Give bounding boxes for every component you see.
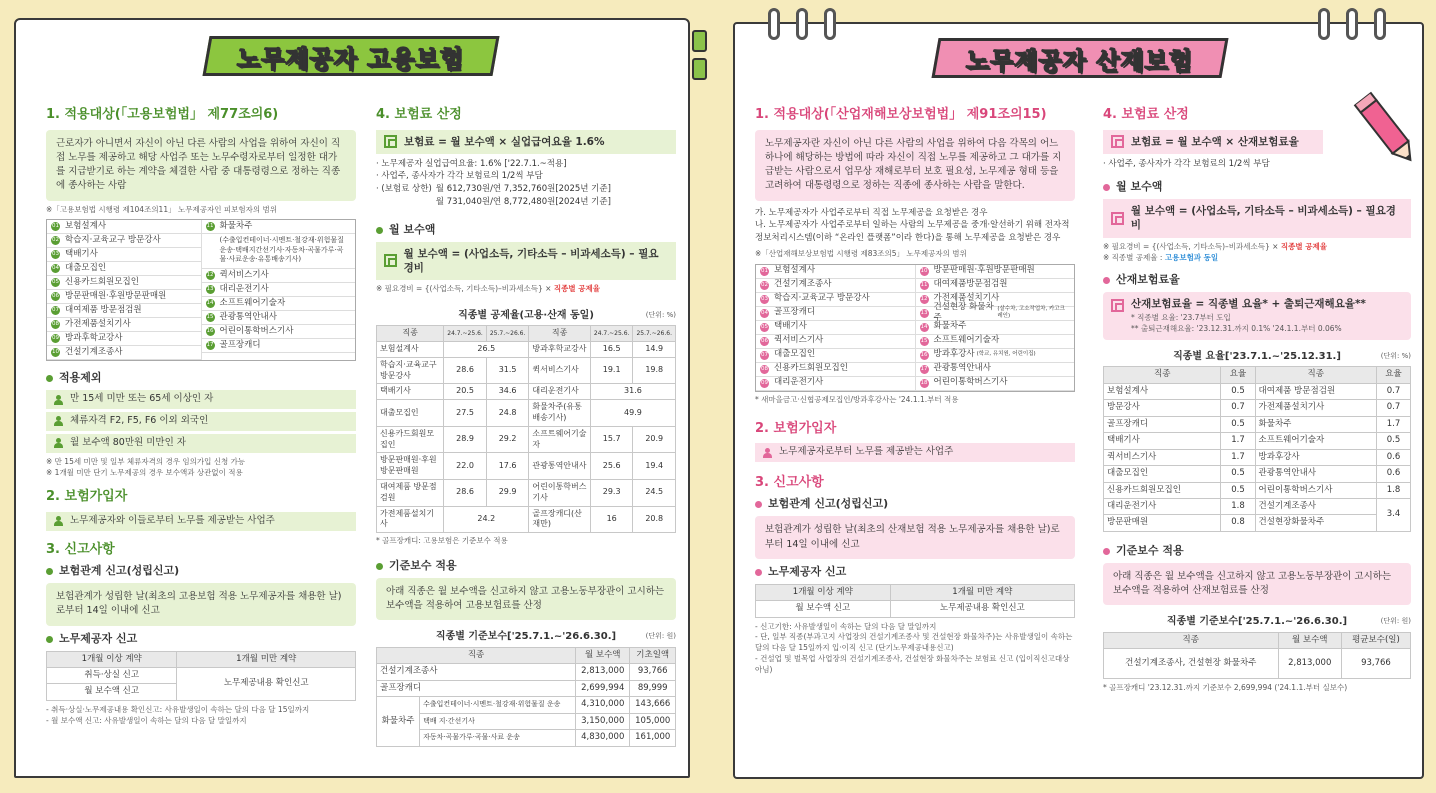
number-badge: 08 [52,321,59,328]
occupation-label: 대리운전기사 [774,377,824,388]
number-badge: 18 [920,379,928,386]
table-row: 보험설계사 26.5 방과후학교강사 16.5 14.9 [377,342,676,358]
occupation-item [756,377,915,391]
table-row: 신용카드회원모집인 28.9 29.2 소프트웨어기술자 15.7 20.9 [377,426,676,453]
bullet-icon [1103,277,1110,284]
note: - 월 보수액 신고: 사유발생일이 속하는 달의 다음 달 말일까지 [46,715,247,725]
occupation-label: 방과후강사 [933,349,975,360]
number-badge: 09 [761,379,768,386]
table-row: 택배기사 20.5 34.6 대리운전기사 31.6 [377,384,676,400]
note: - 취득·상실·노무제공내용 확인신고: 사유발생일이 속하는 달의 다음 달 15일까지 [46,704,310,714]
occupation-item [47,234,201,248]
number-badge: 15 [206,313,214,320]
binder-ring [824,8,836,40]
page-title: 노무제공자 고용보험 [202,36,499,76]
section-heading: 1. 적용대상(「고용보험법」 제77조의6) [46,107,279,122]
section-heading: 3. 신고사항 [46,541,115,557]
occupation-label: 대여제품방문점검원 [933,279,1008,290]
number-badge: 05 [52,279,59,286]
bullet-text: · 사업주, 종사자가 각각 보험료의 1/2씩 부담 [1103,158,1270,169]
occupation-item [916,279,1075,293]
note: ※ 만 15세 미만 및 일부 체류자격의 경우 임의가입 신청 가능 [46,456,246,466]
standard-table: 직종 월 보수액 기초일액 건설기계조종사 2,813,000 93,766 골프장캐디 2,699,994 89,999 화물차주 수출입컨테이너·시멘트·철강재·위험물질 운송 4,310,000 143,666 택배 지·간선기사 3,150,000 105,000 자동차·곡물가루·곡물·사료 운송 4,830,000 161,000 [376,647,676,747]
left-column-b [376,100,676,747]
subsection-heading: 기준보수 적용 [376,559,676,574]
occupation-item [47,346,201,360]
occupation-item [47,318,201,332]
occupation-label: 소프트웨어기술자 [933,335,1000,346]
exclusion-item: 만 15세 미만 또는 65세 이상인 자 [46,390,356,409]
binder-ring [1318,8,1330,40]
occupation-label: 가전제품설치기사 [65,319,131,330]
occupation-label: 건설기계조종사 [65,347,123,358]
occupation-item [47,276,201,290]
occupation-label: 대리운전기사 [219,283,269,294]
occupation-label: 대여제품 방문점검원 [65,305,142,316]
occupation-detail: (살수차, 고소작업차, 카고크레인) [997,305,1065,320]
occupation-item [202,283,356,297]
person-icon [54,516,63,526]
occupation-label: 방과후학교강사 [65,333,123,344]
table-row: 신용카드회원모집인 0.5 어린이통학버스기사 1.8 [1104,482,1411,498]
number-badge: 07 [761,351,768,358]
occupation-item [756,293,915,307]
occupation-label: 신용카드회원모집인 [65,277,139,288]
exclusion-item: 체류자격 F2, F5, F6 이외 외국인 [46,412,356,431]
left-column-a [46,100,356,727]
occupation-item [756,279,915,293]
note: ※「고용보험법 시행령 제104조의11」 노무제공자인 피보험자의 범위 [46,204,277,214]
bullet-icon [46,375,53,382]
subsection-heading: 보험관계 신고(성립신고) [46,564,356,579]
occupation-item [47,262,201,276]
number-badge: 14 [206,299,214,306]
report-box: 보험관계가 성립한 날(최초의 고용보험 적용 노무제공자를 채용한 날)로부터 14일 이내에 신고 [46,583,356,626]
report-table: 1개월 이상 계약 1개월 미만 계약 월 보수액 신고 노무제공내용 확인신고 [755,584,1075,618]
employment-insurance-page [14,18,690,778]
occupation-label: 골프장캐디 [774,307,816,318]
book-spine [688,30,735,775]
industrial-accident-insurance-page [733,22,1424,779]
occupation-item [202,339,356,353]
table-title: 직종별 공제율(고용·산재 동일) (단위: %) [458,309,676,321]
binder-ring [1374,8,1386,40]
table-row: 가전제품설치기사 24.2 골프장캐디(산재만) 16 20.8 [377,506,676,533]
insured-bar: 노무제공자와 이들로부터 노무를 제공받는 사업주 [46,512,356,531]
subsection-heading: 산재보험료율 [1103,273,1411,288]
number-badge: 11 [920,281,928,288]
table-title: 직종별 기준보수['25.7.1.~'26.6.30.] (단위: 원) [435,631,676,643]
occupation-label: 퀵서비스기사 [774,335,824,346]
standard-box: 아래 직종은 월 보수액을 신고하지 않고 고용노동부장관이 고시하는 보수액을 적용하여 산재보험료를 산정 [1103,563,1411,606]
occupation-label: 대출모집인 [65,263,107,274]
number-badge: 17 [206,341,214,348]
right-column-a [755,100,1075,676]
note: - 신고기한: 사유발생일이 속하는 달의 다음 달 말일까지 [755,621,937,631]
occupation-item [916,301,1075,324]
occupation-label: 가전제품설치기사 [933,293,1000,304]
number-badge: 12 [920,295,928,302]
calculator-icon [384,135,397,148]
bullet-icon [46,568,53,575]
occupation-label: 어린이통학버스기사 [219,325,294,336]
number-badge: 16 [206,327,214,334]
subsection-heading: 노무제공자 신고 [46,632,356,647]
definition-box: 노무제공자란 자신이 아닌 다른 사람의 사업을 위하여 다음 각목의 어느 하나에 해당하는 방법에 따라 자신이 직접 노무를 제공하고 그 대가를 지급받는 사람으로서 업무상 재해로부터 보호 필요성, 노무제공 형태 등을 고려하여 대통령령으로 정하는 직종에 종사하는 사람을 말한다. [755,130,1075,201]
formula: 보험료 = 월 보수액 × 실업급여요율 1.6% [376,130,676,154]
number-badge: 09 [52,335,59,342]
section-heading: 4. 보험료 산정 [1103,107,1189,122]
person-icon [54,416,63,426]
number-badge: 13 [206,285,214,292]
number-badge: 17 [920,365,928,372]
table-row: 방문판매원·후원방문판매원 22.0 17.6 관광통역안내사 25.6 19.4 [377,453,676,480]
calculator-icon [1111,299,1124,312]
occupation-item [916,363,1075,377]
number-badge: 06 [52,293,59,300]
binder-ring [796,8,808,40]
note: ※ 필요경비 = {(사업소득, 기타소득)–비과세소득} × 직종별 공제율 [1103,241,1327,251]
formula: 월 보수액 = (사업소득, 기타소득 – 비과세소득) – 필요경비 [376,242,676,280]
occupation-label: 관광통역안내사 [219,311,277,322]
note: * 직종별 요율: '23.7부터 도입 [1131,313,1231,322]
table-row: 보험설계사 0.5 대여제품 방문점검원 0.7 [1104,383,1411,399]
note: ** 출퇴근재해요율: '23.12.31.까지 0.1% '24.1.1.부터 0.06% [1131,323,1342,333]
table-title: 직종별 요율['23.7.1.~'25.12.31.] (단위: %) [1173,350,1411,362]
bullet-icon [376,227,383,234]
subsection-heading: 월 보수액 [376,223,676,238]
occupation-item [47,220,201,234]
note: * 골프장캐디: 고용보험은 기준보수 적용 [376,536,508,546]
standard-table: 직종 월 보수액 평균보수(일) 건설기계조종사, 건설현장 화물차주 2,813,000 93,766 [1103,632,1411,679]
note: ※ 필요경비 = {(사업소득, 기타소득)–비과세소득} × 직종별 공제율 [376,283,600,293]
occupation-item [47,304,201,318]
number-badge: 03 [761,295,768,302]
occupation-label: 건설현장 화물차주 [933,301,994,324]
bullet-icon [376,563,383,570]
number-badge: 01 [52,223,59,230]
occupation-item [916,349,1075,363]
occupation-label: 건설기계조종사 [774,279,832,290]
bullet-icon [755,501,762,508]
insured-bar: 노무제공자로부터 노무를 제공받는 사업주 [755,443,1075,462]
table-row: 퀵서비스기사 1.7 방과후강사 0.6 [1104,449,1411,465]
occupation-item [202,269,356,283]
occupation-item [756,321,915,335]
number-badge: 01 [761,267,768,274]
occupation-item [916,265,1075,279]
occupation-label: 학습지·교육교구 방문강사 [774,293,870,304]
person-icon [54,395,63,405]
tab-marker [692,58,707,80]
tab-marker [692,30,707,52]
section-heading: 1. 적용대상(「산업재해보상보험법」 제91조의15) [755,107,1047,122]
number-badge: 06 [761,337,768,344]
occupation-list [46,219,356,361]
occupation-item [202,311,356,325]
person-icon [54,438,63,448]
bullet-icon [1103,548,1110,555]
subsection-heading: 노무제공자 신고 [755,565,1075,580]
note: ※「산업재해보상보험법 시행령 제83조의5」 노무제공자의 범위 [755,248,967,258]
note: - 건설업 및 벌목업 사업장의 건설기계조종사, 건설현장 화물차주는 보험료 신고 (입이직신고대상 아님) [755,654,1070,675]
occupation-label: 화물차주 [933,321,967,332]
calculator-icon [384,254,397,267]
table-row: 학습지·교육교구 방문강사 28.6 31.5 퀵서비스기사 19.1 19.8 [377,357,676,384]
bullet-text: · 사업주, 종사자가 각각 보험료의 1/2씩 부담 [376,171,543,182]
section-heading: 3. 신고사항 [755,474,824,490]
number-badge: 02 [761,281,768,288]
rate-table: 직종 요율 직종 요율 보험설계사 0.5 대여제품 방문점검원 0.7 방문강사 0.7 가전제품설치기사 0.7 골프장캐디 0.5 화물차주 1.7 택배기사 1.7 소프트웨어기술자 0.5 퀵서비스기사 1.7 방과후강사 0.6 대출모집인 0.5 관광통역안내사 0.6 신용카드회원모집인 0.5 어린이통학버스기사 1.8 대리운전기사 1.8 건설기계조종사 3.4 방문판매원 0.8 건설현장화물차주 [1103,366,1411,532]
deduction-table: 직종 24.7.~25.6. 25.7.~26.6. 직종 24.7.~25.6. 25.7.~26.6. 보험설계사 26.5 방과후학교강사 16.5 14.9 학습지·교육교구 방문강사 28.6 31.5 퀵서비스기사 19.1 19.8 택배기사 20.5 34.6 대리운전기사 31.6 대출모집인 27.5 24.8 화물차주(유통배송기사) 49.9 신용카드회원모집인 28.9 29.2 소프트웨어기술자 15.7 20.9 방문판매원·후원방문판매원 22.0 17.6 관광통역안내사 25.6 19.4 대여제품 방문점검원 28.6 29.9 어린이통학버스기사 29.3 24.5 가전제품설치기사 24.2 골프장캐디(산재만) 16 20.8 [376,325,676,533]
number-badge: 03 [52,251,59,258]
occupation-item [756,265,915,279]
occupation-item [756,349,915,363]
rate-formula-box: 산재보험료율 = 직종별 요율* + 출퇴근재해요율** * 직종별 요율: '23.7부터 도입 ** 출퇴근재해요율: '23.12.31.까지 0.1% '24.1.1.부터 0.06% [1103,292,1411,340]
occupation-label: 방문판매원·후원방문판매원 [933,265,1035,276]
table-row: 대여제품 방문점검원 28.6 29.9 어린이통학버스기사 29.3 24.5 [377,480,676,507]
person-icon [763,448,772,458]
number-badge: 15 [920,337,928,344]
table-row: 대출모집인 0.5 관광통역안내사 0.6 [1104,466,1411,482]
binder-ring [1346,8,1358,40]
number-badge: 04 [761,309,768,316]
section-heading: 2. 보험가입자 [755,420,837,436]
subsection-heading: 보험관계 신고(성립신고) [755,497,1075,512]
number-badge: 07 [52,307,59,314]
table-row: 방문강사 0.7 가전제품설치기사 0.7 [1104,400,1411,416]
occupation-label: 대출모집인 [774,349,816,360]
clause-ga: 가. 노무제공자가 사업주로부터 직접 노무제공을 요청받은 경우 [755,207,988,218]
bullet-icon [46,636,53,643]
table-row: 골프장캐디 0.5 화물차주 1.7 [1104,416,1411,432]
number-badge: 05 [761,323,768,330]
standard-box: 아래 직종은 월 보수액을 신고하지 않고 고용노동부장관이 고시하는 보수액을 적용하여 고용보험료를 산정 [376,578,676,621]
table-row: 택배기사 1.7 소프트웨어기술자 0.5 [1104,433,1411,449]
occupation-label: 신용카드회원모집인 [774,363,848,374]
table-row: 방문판매원 0.8 건설현장화물차주 [1104,515,1411,531]
occupation-label: 보험설계사 [774,265,816,276]
number-badge: 12 [206,271,214,278]
occupation-label: 보험설계사 [65,221,107,232]
bullet-text: · 노무제공자 실업급여요율: 1.6% ['22.7.1.~적용] [376,158,567,169]
table-row: 대리운전기사 1.8 건설기계조종사 3.4 [1104,499,1411,515]
occupation-detail: (학교, 유치원, 어린이집) [976,351,1036,358]
formula: 보험료 = 월 보수액 × 산재보험료율 [1103,130,1323,154]
note: * 골프장캐디 '23.12.31.까지 기준보수 2,699,994 ('24.1.1.부터 실보수) [1103,683,1348,693]
number-badge: 08 [761,365,768,372]
report-table: 1개월 이상 계약 1개월 미만 계약 취득·상실 신고 노무제공내용 확인신고 월 보수액 신고 [46,651,356,701]
occupation-item [202,220,356,234]
number-badge: 16 [920,351,928,358]
note: * 새마을금고·신협공제모집인/방과후강사는 '24.1.1.부터 적용 [755,394,959,404]
occupation-label: 골프장캐디 [219,339,261,350]
number-badge: 14 [920,323,928,330]
note: ※ 직종별 공제율 : 고용보험과 동일 [1103,252,1219,262]
occupation-label: 퀵서비스기사 [219,269,269,280]
right-column-b [1103,100,1411,694]
subsection-heading: 적용제외 [46,371,356,386]
number-badge: 13 [920,309,928,316]
occupation-item [47,290,201,304]
number-badge: 04 [52,265,59,272]
exclusion-item: 월 보수액 80만원 미만인 자 [46,434,356,453]
occupation-item [916,335,1075,349]
occupation-item [47,332,201,346]
occupation-label: 화물차주 [219,221,253,232]
bullet-icon [1103,184,1110,191]
premium-cap: · (보험료 상한) 월 612,730원/연 7,352,760원[2025년 기준] 월 731,040원/연 8,772,480원[2024년 기준] [376,184,611,207]
subsection-heading: 월 보수액 [1103,180,1411,195]
number-badge: 02 [52,237,59,244]
occupation-item [202,297,356,311]
occupation-item [756,335,915,349]
definition-box: 근로자가 아니면서 자신이 아닌 다른 사람의 사업을 위하여 자신이 직접 노무를 제공하고 해당 사업주 또는 노무수령자로부터 일정한 대가를 지급받기로 하는 계약을 체결한 사람 중 대통령령으로 정하는 직종에 종사하는 사람 [46,130,356,201]
occupation-label: 관광통역안내사 [933,363,991,374]
table-title: 직종별 기준보수['25.7.1.~'26.6.30.] (단위: 원) [1166,616,1411,628]
section-heading: 4. 보험료 산정 [376,107,462,122]
number-badge: 10 [52,349,59,356]
occupation-label: 택배기사 [65,249,98,260]
subsection-heading: 기준보수 적용 [1103,544,1411,559]
occupation-label: 택배기사 [774,321,807,332]
occupation-item [756,363,915,377]
page-title: 노무제공자 산재보험 [931,38,1228,78]
bullet-icon [755,569,762,576]
binder-ring [768,8,780,40]
occupation-list [755,264,1075,392]
occupation-item [756,307,915,321]
report-box: 보험관계가 성립한 날(최초의 산재보험 적용 노무제공자를 채용한 날)로부터 14일 이내에 신고 [755,516,1075,559]
occupation-label: 어린이통학버스기사 [933,377,1008,388]
note: ※ 1개월 미만 단기 노무제공의 경우 보수액과 상관없이 적용 [46,467,243,477]
note: - 단, 일부 직종(부과고지 사업장의 건설기계조종사 및 건설현장 화물차주)는 사유발생일이 속하는 달의 다음 달 15일까지 입·이직 신고 (단기노무제공내용신고) [755,632,1073,653]
occupation-label: 방문판매원·후원방문판매원 [65,291,167,302]
table-row: 대출모집인 27.5 24.8 화물차주(유통배송기사) 49.9 [377,400,676,427]
occupation-item [202,325,356,339]
clause-na: 나. 노무제공자가 사업주로부터 일하는 사람의 노무제공을 중개·알선하기 위해 전자적 정보처리시스템(이하 “온라인 플랫폼”이라 한다)을 통해 노무제공을 요청받은 경우 [755,220,1070,244]
occupation-label: 학습지·교육교구 방문강사 [65,235,161,246]
occupation-detail: (수출입컨테이너·시멘트·철강재·위험물질 운송·택배지간선기사·자동차·곡물가루·곡물·사료운송·유통배송기사) [202,234,356,268]
formula: 월 보수액 = (사업소득, 기타소득 – 비과세소득) – 필요경비 [1103,199,1411,237]
occupation-item [47,248,201,262]
number-badge: 10 [920,267,928,274]
number-badge: 11 [206,223,214,230]
occupation-item [916,377,1075,391]
occupation-label: 소프트웨어기술자 [219,297,286,308]
calculator-icon [1111,135,1124,148]
calculator-icon [1111,212,1124,225]
section-heading: 2. 보험가입자 [46,489,128,505]
